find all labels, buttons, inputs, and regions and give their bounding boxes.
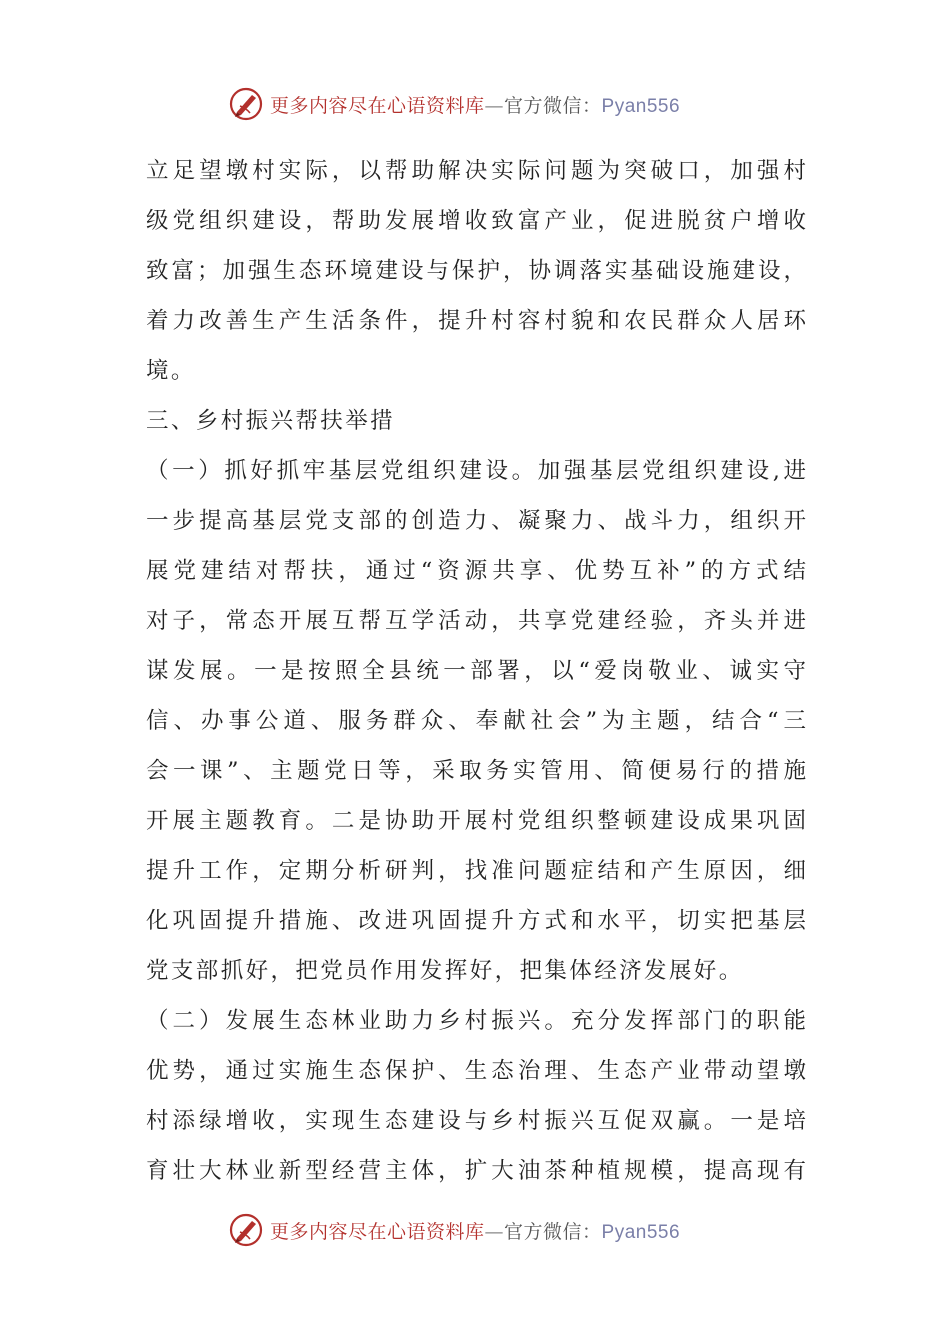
text-line: 立足望墩村实际，以帮助解决实际问题为突破口，加强村 — [146, 158, 806, 184]
text-line: 谋发展。一是按照全县统一部署，以“爱岗敬业、诚实守 — [146, 658, 806, 684]
watermark-main: 更多内容尽在心语资料库 — [270, 1220, 485, 1243]
text-line: （一）抓好抓牢基层党组织建设。加强基层党组织建设,进 — [146, 458, 806, 484]
text-line: 对子，常态开展互帮互学活动，共享党建经验，齐头并进 — [146, 608, 806, 634]
text-line: 一步提高基层党支部的创造力、凝聚力、战斗力，组织开 — [146, 508, 806, 534]
text-line: 党支部抓好，把党员作用发挥好，把集体经济发展好。 — [146, 958, 744, 984]
section-heading: 三、乡村振兴帮扶举措 — [146, 408, 396, 434]
watermark-wechat-label: 官方微信： — [504, 1220, 602, 1243]
watermark-wechat-id: Pyan556 — [601, 95, 681, 117]
text-line: 展党建结对帮扶，通过“资源共享、优势互补”的方式结 — [146, 558, 806, 584]
footer-watermark — [228, 1210, 680, 1250]
pen-circle-icon — [228, 86, 264, 122]
text-line: 化巩固提升措施、改进巩固提升方式和水平，切实把基层 — [146, 908, 806, 934]
watermark-wechat-label: 官方微信： — [504, 94, 602, 117]
header-watermark — [228, 84, 680, 124]
text-line: 会一课”、主题党日等，采取务实管用、简便易行的措施 — [146, 758, 806, 784]
watermark-text — [270, 91, 680, 118]
text-line: 级党组织建设，帮助发展增收致富产业，促进脱贫户增收 — [146, 208, 806, 234]
watermark-wechat-id: Pyan556 — [601, 1221, 681, 1243]
text-line: 育壮大林业新型经营主体，扩大油茶种植规模，提高现有 — [146, 1158, 806, 1184]
watermark-text — [270, 1217, 680, 1244]
text-line: 村添绿增收，实现生态建设与乡村振兴互促双赢。一是培 — [146, 1108, 806, 1134]
pen-circle-icon — [228, 1212, 264, 1248]
text-line: 致富；加强生态环境建设与保护，协调落实基础设施建设， — [146, 258, 806, 284]
text-line: 信、办事公道、服务群众、奉献社会”为主题，结合“三 — [146, 708, 806, 734]
text-line: 开展主题教育。二是协助开展村党组织整顿建设成果巩固 — [146, 808, 806, 834]
text-line: 优势，通过实施生态保护、生态治理、生态产业带动望墩 — [146, 1058, 806, 1084]
body-text — [146, 146, 806, 1196]
text-line: 提升工作，定期分析研判，找准问题症结和产生原因，细 — [146, 858, 806, 884]
text-line: （二）发展生态林业助力乡村振兴。充分发挥部门的职能 — [146, 1008, 806, 1034]
watermark-main: 更多内容尽在心语资料库 — [270, 94, 485, 117]
watermark-dash: — — [484, 1220, 505, 1243]
watermark-dash: — — [484, 94, 505, 117]
text-line: 境。 — [146, 358, 196, 384]
text-line: 着力改善生产生活条件，提升村容村貌和农民群众人居环 — [146, 308, 806, 334]
